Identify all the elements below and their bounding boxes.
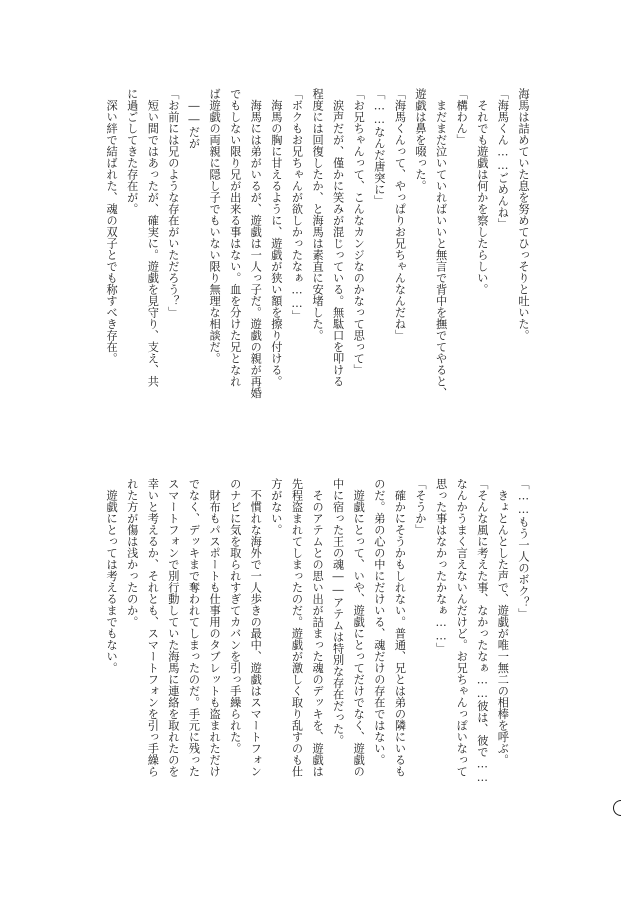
text-line: 深い絆で結ばれた、魂の双子とでも称すべき存在。 xyxy=(105,88,119,364)
text-line: 程度には回復したか、と海馬は素直に安堵した。 xyxy=(311,88,325,341)
text-line: それでも遊戯は何かを察したらしい。 xyxy=(475,88,489,295)
text-line: 「そんな風に考えた事、なかったなぁ……彼は、彼で…… xyxy=(475,478,489,785)
text-line: 中に宿った王の魂――アテムは特別な存在だった。 xyxy=(331,478,345,747)
text-block-bottom xyxy=(101,478,533,808)
text-line: のナビに気を取られすぎてカバンを引っ手繰られた。 xyxy=(228,478,242,754)
text-line: 財布もパスポートも仕事用のタブレットも盗まれただけ xyxy=(208,478,222,777)
text-line: のだ。弟の心の中にだけいる、魂だけの存在ではない。 xyxy=(372,478,386,766)
text-line: 「……もう一人のボク？」 xyxy=(517,478,530,620)
text-line: でもしない限り兄が出来る事はない。血を分けた兄となれ xyxy=(228,88,242,387)
text-line: 「海馬くん……ごめんね」 xyxy=(496,88,510,230)
text-line: 「お兄ちゃんって、こんなカンジなのかなって思って」 xyxy=(352,88,366,376)
text-line: 「構わん」 xyxy=(455,88,469,146)
text-line: 海馬には弟がいるが、遊戯は一人っ子だ。遊戯の親が再婚 xyxy=(249,88,263,399)
text-line: 幸いと考えるか、それとも、スマートフォンを引っ手繰ら xyxy=(146,478,160,777)
text-line: 遊戯にとっては考えるまでもない。 xyxy=(105,478,119,674)
text-line: 先程盗まれてしまったのだ。遊戯が激しく取り乱すのも仕 xyxy=(290,478,304,777)
text-line: 短い間ではあったが、確実に。遊戯を見守り、支え、共 xyxy=(146,88,160,387)
text-line: 海馬の胸に甘えるように、遊戯が狭い額を擦り付ける。 xyxy=(269,88,283,387)
text-line: 確かにそうかもしれない。普通、兄とは弟の隣にいるも xyxy=(393,478,407,777)
text-line: 涙声だが、僅かに笑みが混じっている。無駄口を叩ける xyxy=(331,88,345,387)
text-line: きょとんとした声で、遊戯が唯一無二の相棒を呼ぶ。 xyxy=(496,478,510,766)
text-line: 「……なんだ唐突に」 xyxy=(372,88,386,207)
text-line: まだまだ泣いていればいいと無言で背中を撫でてやると、 xyxy=(434,88,448,399)
text-line: 方がない。 xyxy=(269,478,283,536)
text-block-top xyxy=(101,88,533,408)
text-line: 「ボクもお兄ちゃんが欲しかったなぁ……」 xyxy=(290,88,304,322)
text-line: でなく、デッキまで奪われてしまったのだ。手元に残った xyxy=(187,478,201,777)
text-line: スマートフォンで別行動していた海馬に連絡を取れたのを xyxy=(166,478,180,777)
text-line: 「そうか」 xyxy=(414,478,428,536)
text-line: に過ごしてきた存在が。 xyxy=(125,88,139,215)
text-line: 遊戯にとって、いや、遊戯にとってだけでなく、遊戯の xyxy=(352,478,366,777)
text-line: ――だが xyxy=(187,88,201,150)
text-line: 海馬は詰めていた息を努めてひっそりと吐いた。 xyxy=(517,88,530,341)
text-line: そのアテムとの思い出が詰まった魂のデッキを、遊戯は xyxy=(311,478,325,777)
text-line: 「お前には兄のような存在がいただろう？」 xyxy=(166,88,180,318)
page-edge-mark xyxy=(613,800,621,816)
text-line: れた方が傷は浅かったのか。 xyxy=(125,478,139,628)
text-line: 「海馬くんって、やっぱりお兄ちゃんなんだね」 xyxy=(393,88,407,341)
text-line: 思った事はなかったかなぁ……」 xyxy=(434,478,448,655)
text-line: ば遊戯の両親に隠し子でもいない限り無理な相談だ。 xyxy=(208,88,222,364)
text-line: なんかうまく言えないんだけど。お兄ちゃんっぽいなって xyxy=(455,478,469,777)
text-line: 不慣れな海外で一人歩きの最中、遊戯はスマートフォン xyxy=(249,478,263,777)
text-line: 遊戯は鼻を啜った。 xyxy=(414,88,428,192)
